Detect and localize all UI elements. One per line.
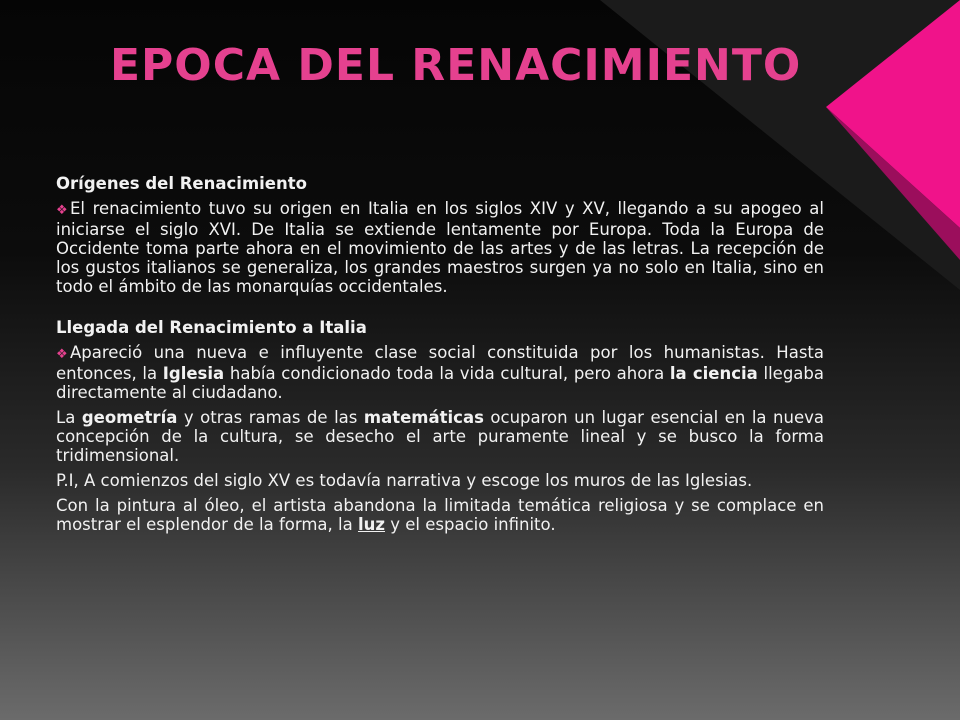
paragraph-humanistas-text-1: Apareció una nueva e influyente clase social constituida por los humanistas. Hasta entonces, la bbox=[56, 343, 824, 383]
paragraph-pintura-oleo-text-2: y el espacio infinito. bbox=[385, 515, 556, 534]
paragraph-geometria-text-2: y otras ramas de las bbox=[177, 408, 364, 427]
slide-content bbox=[56, 174, 824, 534]
paragraph-geometria bbox=[56, 408, 824, 465]
emphasis-geometria: geometría bbox=[81, 408, 178, 427]
emphasis-matematicas: matemáticas bbox=[363, 408, 484, 427]
slide-title: EPOCA DEL RENACIMIENTO bbox=[110, 40, 802, 91]
diamond-bullet-icon: ❖ bbox=[56, 347, 68, 362]
paragraph-origenes bbox=[56, 199, 824, 296]
emphasis-luz: luz bbox=[357, 515, 385, 534]
paragraph-origenes-text: El renacimiento tuvo su origen en Italia en los siglos XIV y XV, llegando a su apogeo al iniciarse el siglo XVI. De Italia se extiende lentamente por Europa. Toda la Europa de Occidente toma parte ahora en el movimiento de las artes y de las letras. La recepción de los gustos italianos se generaliza, los grandes maestros surgen ya no solo en Italia, sino en todo el ámbito de las monarquías occidentales. bbox=[56, 199, 824, 296]
emphasis-iglesia: Iglesia bbox=[162, 364, 225, 383]
paragraph-humanistas-text-2: había condicionado toda la vida cultural, pero ahora bbox=[224, 364, 670, 383]
paragraph-geometria-text-1: La bbox=[56, 408, 82, 427]
paragraph-pintura-oleo-text-1: Con la pintura al óleo, el artista abandona la limitada temática religiosa y se complace en mostrar el esplendor de la forma, la bbox=[56, 496, 824, 534]
section-heading-origenes: Orígenes del Renacimiento bbox=[56, 174, 307, 193]
paragraph-pintura-siglo-xv: P.I, A comienzos del siglo XV es todavía narrativa y escoge los muros de las Iglesias. bbox=[56, 471, 753, 490]
diamond-bullet-icon: ❖ bbox=[56, 203, 68, 218]
paragraph-pintura-oleo bbox=[56, 496, 824, 534]
paragraph-geometria-text-3: ocuparon un lugar esencial en la nueva concepción de la cultura, se desecho el arte puramente lineal y se busco la forma tridimensional. bbox=[56, 408, 824, 465]
emphasis-la-ciencia: la ciencia bbox=[669, 364, 758, 383]
paragraph-humanistas bbox=[56, 343, 824, 402]
section-heading-llegada: Llegada del Renacimiento a Italia bbox=[56, 318, 367, 337]
paragraph-humanistas-text-3: llegaba directamente al ciudadano. bbox=[56, 364, 824, 402]
